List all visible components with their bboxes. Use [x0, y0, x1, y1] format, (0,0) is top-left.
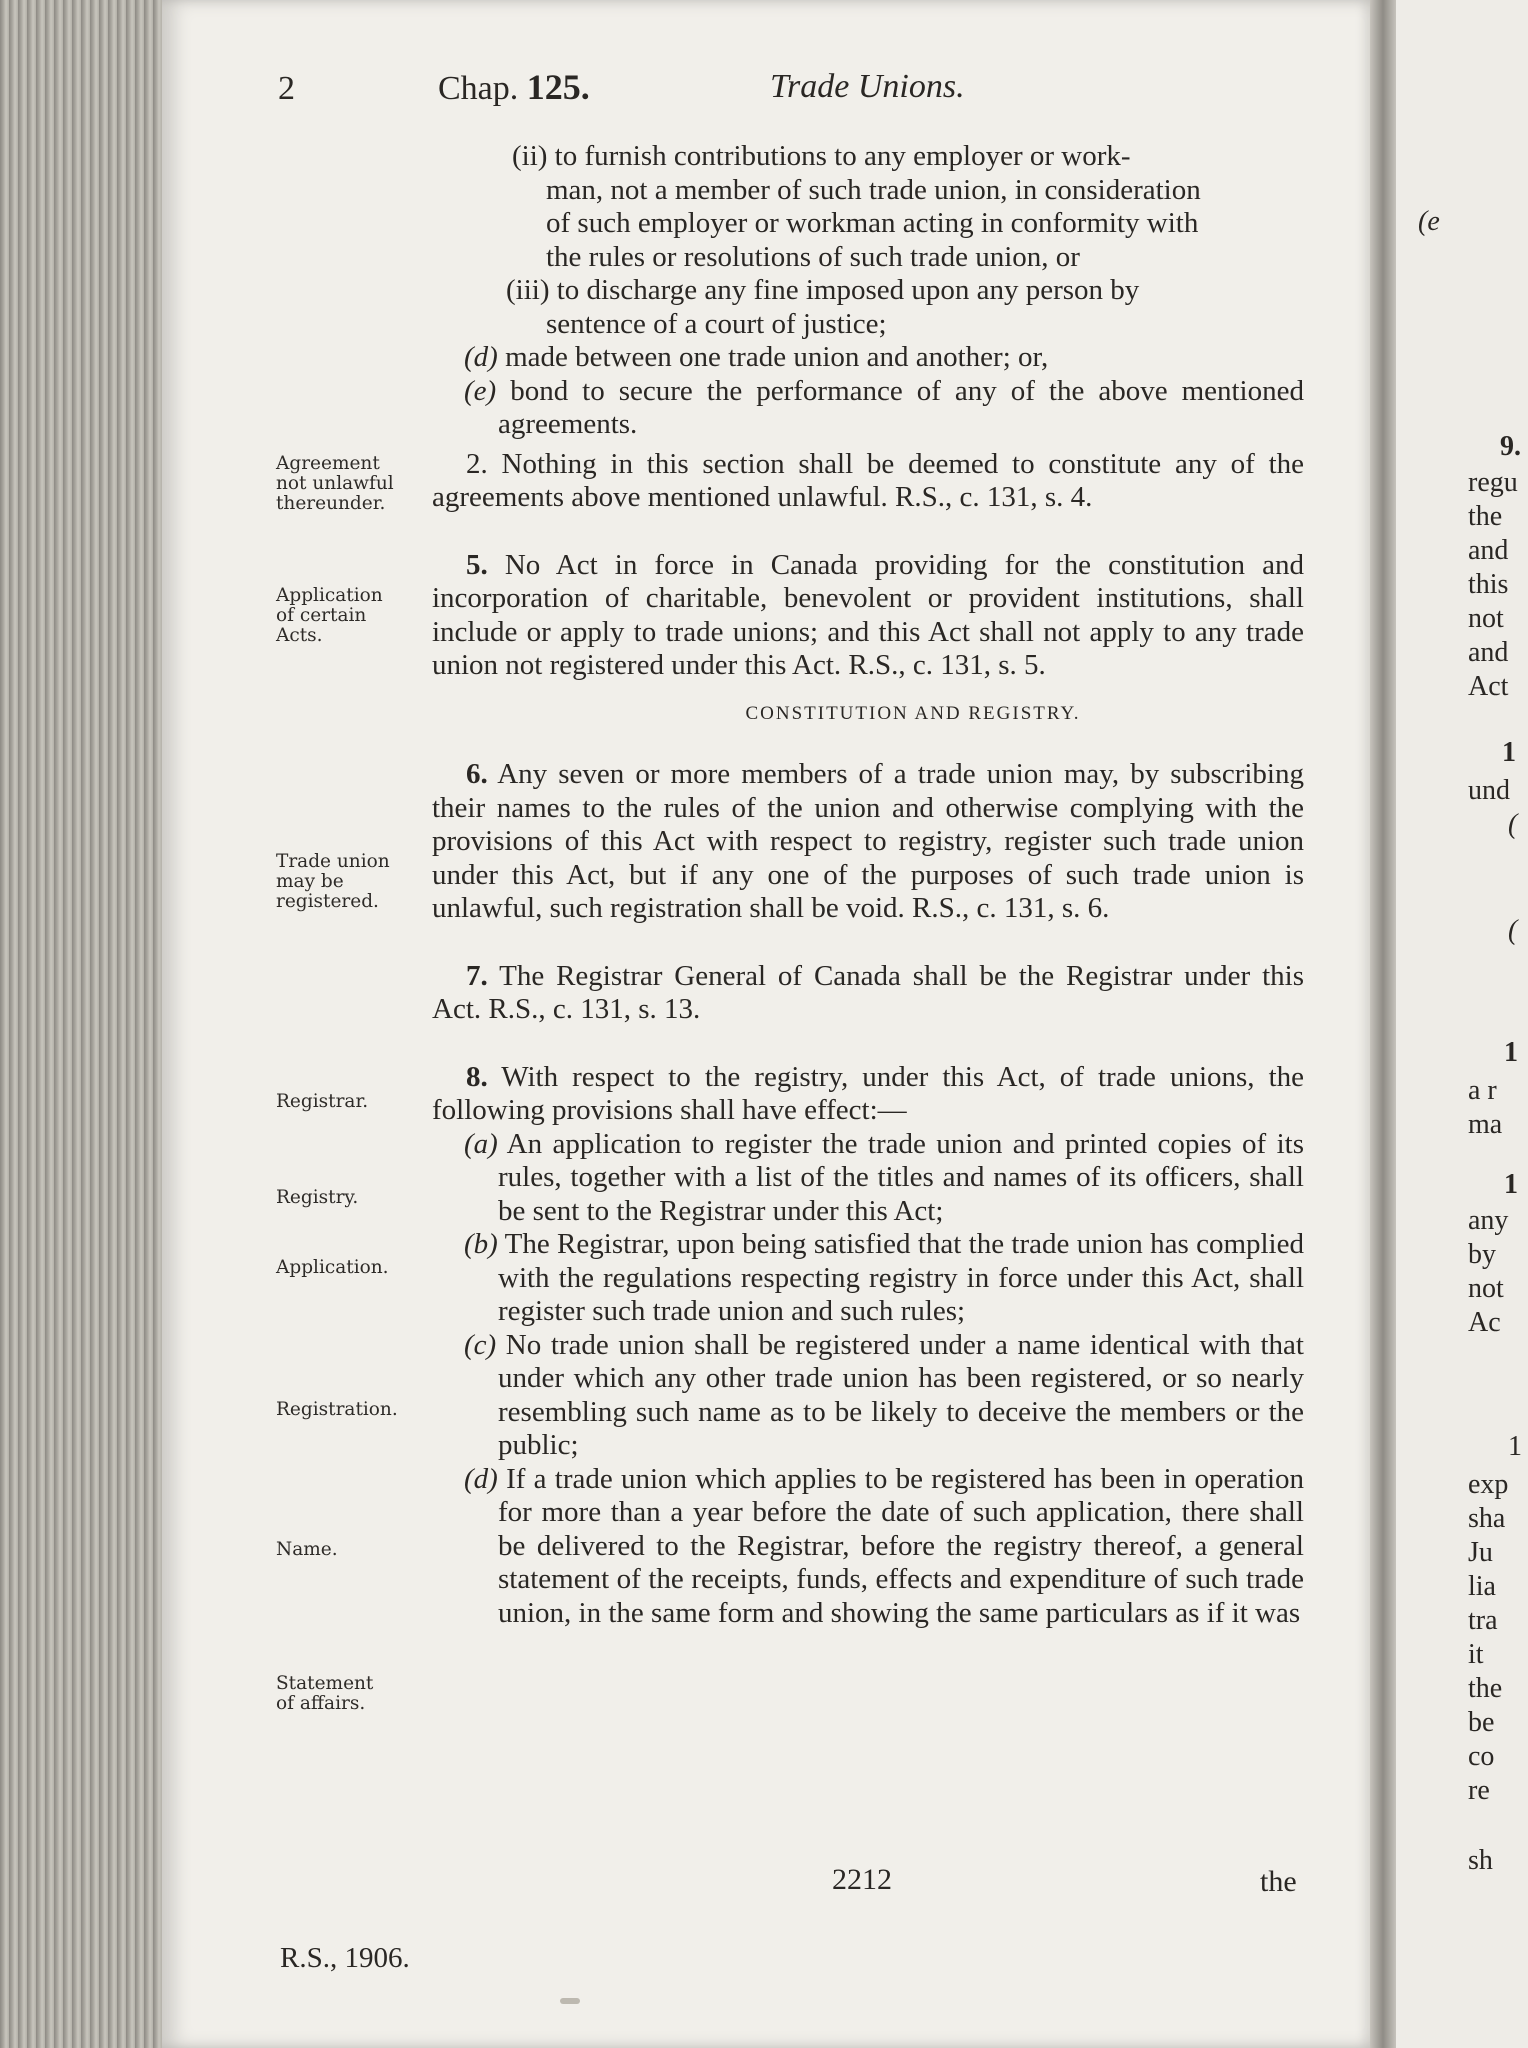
section-text: The Registrar General of Canada shall be the Registrar under this Act. R.S., c. 131, s. 13. — [432, 959, 1304, 1025]
facing-fragment: 1 — [1504, 1169, 1518, 1200]
section-number: 7. — [466, 959, 488, 992]
section-text: No Act in force in Canada providing for the constitution and incorporation of charitable, benevolent or provident institutions, shall include or apply to trade unions; and this Act shall not apply to any trade union not registered under this Act. R.S., c. 131, s. 5. — [432, 548, 1304, 681]
facing-fragment: Ju — [1468, 1537, 1493, 1568]
subclause-ii-line: of such employer or workman acting in conformity with — [546, 207, 1199, 239]
clause-text: made between one trade union and another; or, — [505, 341, 1049, 373]
clause-label: (e) — [464, 374, 497, 407]
facing-fragment: ( — [1508, 915, 1518, 946]
facing-fragment: 1 — [1502, 737, 1516, 768]
facing-fragment: and — [1468, 535, 1509, 566]
facing-fragment: be — [1468, 1707, 1495, 1738]
chapter-prefix: Chap. — [438, 70, 519, 107]
clause-d-statement — [432, 1463, 1304, 1631]
marginal-note-statement — [276, 1674, 373, 1714]
facing-fragment: sh — [1468, 1845, 1493, 1876]
clause-label: (a) — [464, 1127, 498, 1160]
statute-body — [432, 140, 1304, 1630]
marginal-note-line: Trade union — [276, 851, 390, 872]
section-text: With respect to the registry, under this Act, of trade unions, the following provisions shall have effect:— — [432, 1060, 1305, 1126]
clause-label: (c) — [464, 1328, 497, 1361]
clause-b — [432, 1228, 1304, 1329]
chapter-number: 125. — [526, 67, 590, 107]
marginal-note-application-acts — [276, 586, 383, 646]
clause-c — [432, 1329, 1304, 1463]
page-edge-stack — [0, 0, 180, 2048]
facing-fragment: regu — [1468, 467, 1518, 498]
facing-fragment: exp — [1468, 1469, 1509, 1500]
marginal-note-line: Statement — [276, 1673, 374, 1694]
marginal-note-line: thereunder. — [276, 493, 386, 514]
section-6 — [432, 758, 1304, 926]
section-text: Any seven or more members of a trade union may, by subscribing their names to the rules of the union and otherwise complying with the provisions of this Act with respect to registry, register such trade union under this Act, but if any one of the purposes of such trade union is unlawful, such registration shall be void. R.S., c. 131, s. 6. — [432, 758, 1304, 924]
marginal-note-registration: Registration. — [276, 1399, 398, 1420]
facing-fragment: 1 — [1508, 1431, 1522, 1462]
section-number: 5. — [466, 548, 488, 581]
facing-fragment: 1 — [1504, 1037, 1518, 1068]
facing-fragment: a r — [1468, 1075, 1497, 1106]
facing-fragment: tra — [1468, 1605, 1498, 1636]
facing-fragment: this — [1468, 569, 1509, 600]
facing-fragment: lia — [1468, 1571, 1496, 1602]
marginal-note-line: Application — [276, 585, 383, 606]
facing-fragment: 9. — [1500, 431, 1521, 462]
subclause-ii-line: man, not a member of such trade union, in consideration — [546, 173, 1201, 206]
marginal-note-line: Acts. — [276, 625, 323, 646]
marginal-note-line: registered. — [276, 891, 379, 912]
clause-label: (d) — [464, 341, 498, 373]
marginal-note-line: of certain — [276, 605, 367, 626]
clause-text: bond to secure the performance of any of the above mentioned agreements. — [498, 374, 1304, 440]
marginal-note-registrar: Registrar. — [276, 1091, 369, 1112]
facing-fragment: by — [1468, 1239, 1496, 1270]
marginal-note-registry: Registry. — [276, 1187, 359, 1208]
facing-fragment: re — [1468, 1775, 1490, 1806]
facing-fragment: and — [1468, 637, 1509, 668]
facing-page-fragment — [1396, 0, 1528, 2048]
marginal-note-trade-union-registered — [276, 852, 390, 912]
clause-text: If a trade union which applies to be registered has been in operation for more than a year before the date of such application, there shall be delivered to the Registrar, before the registry thereof, a general statement of the receipts, funds, effects and expenditure of such trade union, in the same form and showing the same particulars as if it was — [498, 1462, 1304, 1629]
running-title: Trade Unions. — [770, 68, 965, 105]
facing-fragment: Ac — [1468, 1307, 1501, 1338]
facing-fragment: the — [1468, 501, 1503, 532]
chapter-heading — [438, 66, 590, 108]
facing-fragment: any — [1468, 1205, 1509, 1236]
section-7 — [432, 960, 1304, 1027]
clause-text: No trade union shall be registered under a name identical with that under which any other trade union has been registered, or so nearly resembling such name as to be likely to deceive the members or the public; — [498, 1328, 1304, 1461]
subclause-iii-line: sentence of a court of justice; — [546, 307, 887, 340]
facing-fragment: (e — [1418, 206, 1440, 237]
subclause-ii-line: the rules or resolutions of such trade union, or — [546, 240, 1080, 273]
section-8 — [432, 1061, 1304, 1128]
section-4-subsection-2: 2. Nothing in this section shall be deemed to constitute any of the agreements above mentioned unlawful. R.S., c. 131, s. 4. — [432, 447, 1304, 513]
marginal-note-line: may be — [276, 871, 344, 892]
facing-fragment: ( — [1508, 809, 1518, 840]
facing-fragment: und — [1468, 775, 1510, 806]
subclause-iii-line: (iii) to discharge any fine imposed upon any person by — [506, 274, 1140, 306]
marginal-note-line: Agreement — [276, 453, 380, 474]
clause-label: (b) — [464, 1228, 498, 1260]
clause-d — [432, 341, 1304, 375]
clause-text: An application to register the trade union and printed copies of its rules, together with a list of the titles and names of its officers, shall be sent to the Registrar under this Act; — [498, 1127, 1304, 1227]
clause-e — [432, 375, 1304, 442]
clause-text: The Registrar, upon being satisfied that the trade union has complied with the regulations respecting registry in force under this Act, shall register such trade union and such rules; — [498, 1228, 1304, 1327]
section-5 — [432, 549, 1304, 683]
section-number: 8. — [466, 1060, 488, 1093]
facing-fragment: not — [1468, 603, 1504, 634]
paper-mark — [560, 1998, 580, 2004]
page-number: 2 — [278, 70, 295, 107]
subclause-ii-line: (ii) to furnish contributions to any employer or work- — [512, 140, 1131, 172]
marginal-note-line: of affairs. — [276, 1693, 366, 1714]
marginal-note-application: Application. — [276, 1257, 389, 1278]
marginal-note-line: not unlawful — [276, 473, 394, 494]
facing-fragment: co — [1468, 1741, 1495, 1772]
clause-a — [432, 1128, 1304, 1229]
facing-fragment: Act — [1468, 671, 1509, 702]
book-gutter — [1370, 0, 1396, 2048]
marginal-note-agreement — [276, 454, 394, 514]
facing-fragment: sha — [1468, 1503, 1506, 1534]
marginal-note-name: Name. — [276, 1539, 338, 1560]
catchword: the — [1260, 1865, 1297, 1898]
section-number: 6. — [466, 758, 488, 790]
facing-fragment: not — [1468, 1273, 1504, 1304]
clause-label: (d) — [464, 1462, 498, 1495]
facing-fragment: it — [1468, 1639, 1484, 1670]
facing-fragment: the — [1468, 1673, 1503, 1704]
section-heading: CONSTITUTION AND REGISTRY. — [745, 702, 1081, 724]
folio-number: 2212 — [832, 1863, 892, 1896]
facing-fragment: ma — [1468, 1109, 1503, 1140]
edition-note: R.S., 1906. — [280, 1942, 410, 1974]
